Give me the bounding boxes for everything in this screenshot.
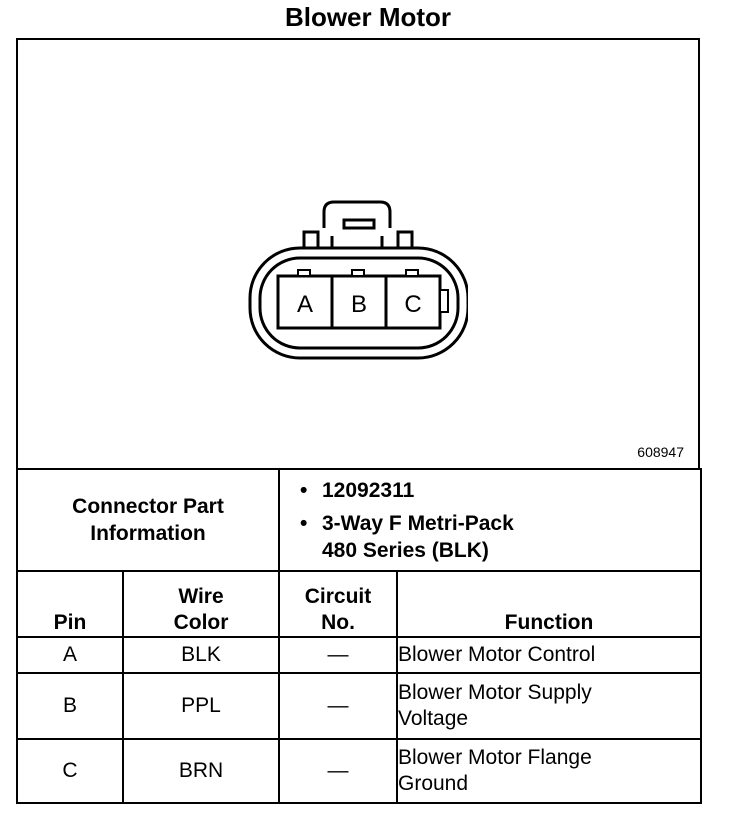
pin-header-label: Pin	[53, 611, 87, 634]
connector-part-info-label-line2: Information	[90, 522, 206, 545]
pin-label-b: B	[350, 291, 368, 318]
wire-color-cell: BRN	[123, 739, 279, 803]
table-row	[17, 739, 701, 803]
connector-part-row	[17, 469, 701, 571]
circuit-header-line2: No.	[321, 611, 355, 634]
connector-description-line1: • 3-Way F Metri-Pack	[322, 511, 514, 535]
pin-label-c: C	[404, 291, 422, 318]
circuit-cell: —	[279, 673, 397, 739]
wire-color-header-line2: Color	[173, 611, 229, 634]
function-cell	[397, 739, 701, 803]
part-number: • 12092311	[322, 477, 700, 504]
connector-info-table	[16, 468, 702, 804]
page-title: Blower Motor	[284, 2, 452, 32]
function-line1: Blower Motor Control	[398, 643, 596, 666]
header-row	[17, 571, 701, 637]
connector-description	[322, 510, 700, 564]
function-line2: Voltage	[398, 707, 469, 730]
wire-color-header	[123, 571, 279, 637]
figure-id: 608947	[637, 444, 684, 460]
wire-color-cell: PPL	[123, 673, 279, 739]
function-line1: Blower Motor Supply	[398, 681, 592, 704]
pin-cell: A	[17, 637, 123, 673]
table-row	[17, 673, 701, 739]
wire-color-header-line1: Wire	[178, 585, 224, 608]
circuit-cell: —	[279, 739, 397, 803]
pin-header	[17, 571, 123, 637]
connector-part-info-values	[279, 469, 701, 571]
pin-label-a: A	[296, 291, 314, 318]
connector-description-line2: 480 Series (BLK)	[322, 538, 489, 562]
function-header	[397, 571, 701, 637]
function-line2: Ground	[398, 772, 469, 795]
pin-cell: C	[17, 739, 123, 803]
connector-illustration	[228, 170, 468, 370]
circuit-header	[279, 571, 397, 637]
circuit-header-line1: Circuit	[304, 585, 372, 608]
pin-cell: B	[17, 673, 123, 739]
table-row	[17, 637, 701, 673]
wire-color-cell: BLK	[123, 637, 279, 673]
connector-diagram-panel	[16, 38, 700, 470]
circuit-cell: —	[279, 637, 397, 673]
connector-part-info-label	[17, 469, 279, 571]
function-line1: Blower Motor Flange	[398, 746, 592, 769]
function-header-label: Function	[504, 611, 594, 634]
connector-part-info-label-line1: Connector Part	[72, 495, 224, 518]
function-cell	[397, 637, 701, 673]
function-cell	[397, 673, 701, 739]
